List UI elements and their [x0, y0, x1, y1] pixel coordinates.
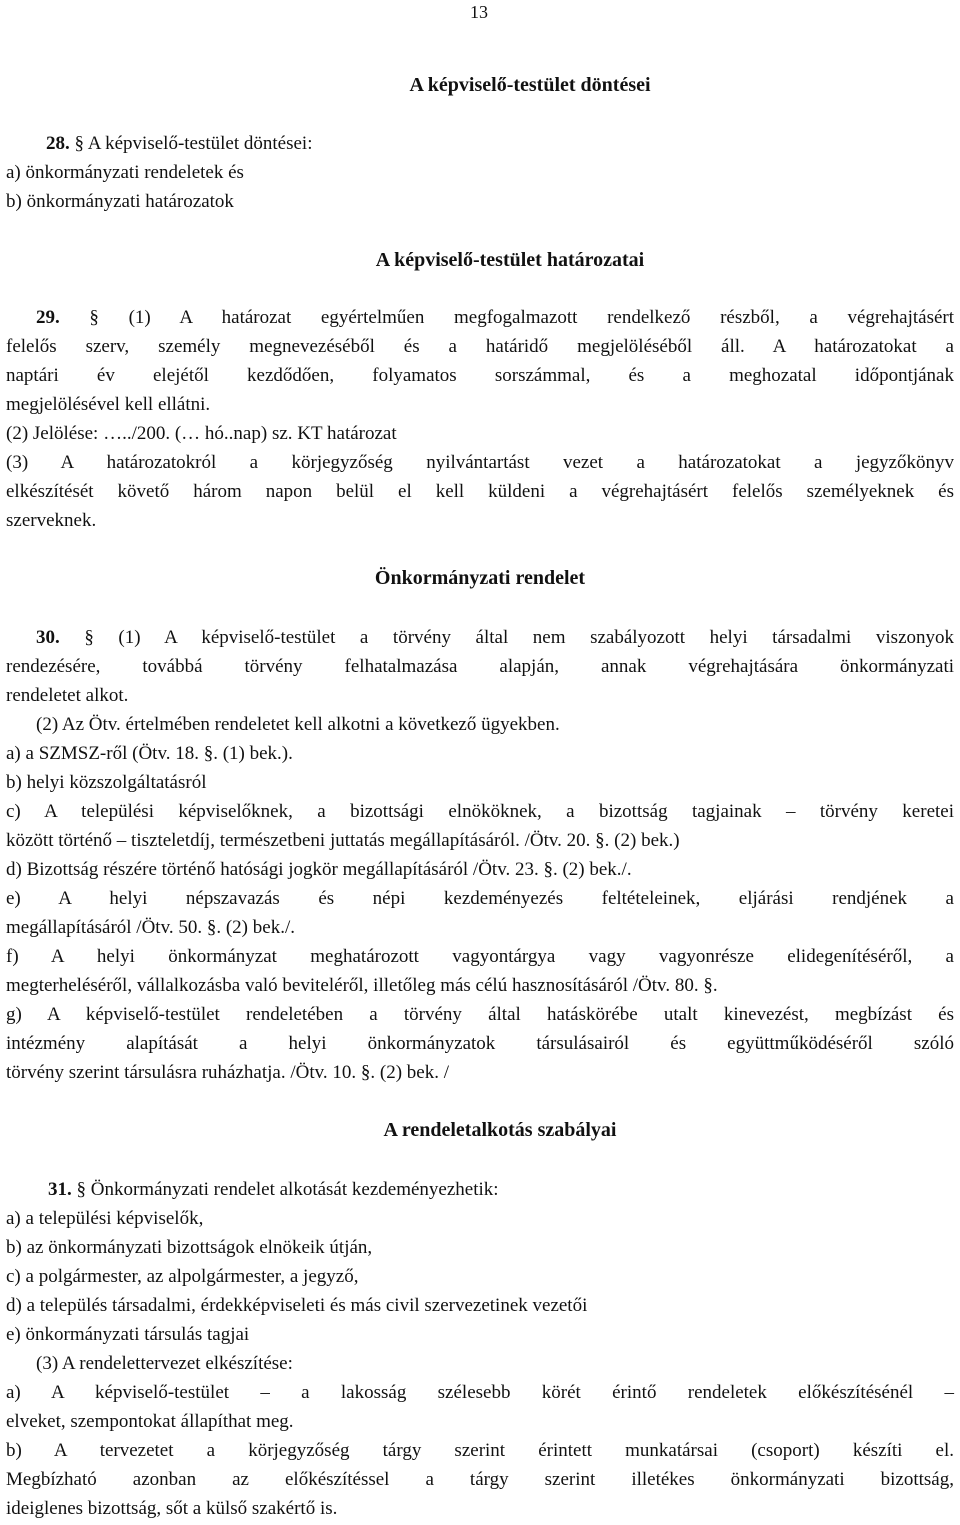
paragraph-29-line-7: elkészítését követő három napon belül el kell küldeni a végrehajtásért felelős személyeknek és [6, 481, 954, 502]
paragraph-number: 28. [46, 133, 70, 154]
list-item-b-line-2: Megbízható azonban az előkészítéssel a tárgy szerint illetékes önkormányzati bizottság, [6, 1469, 954, 1490]
section-title-municipal-decree: Önkormányzati rendelet [374, 567, 586, 589]
section-sign: § [84, 627, 94, 648]
list-item-a: a) a SZMSZ-ről (Ötv. 18. §. (1) bek.). [6, 743, 293, 764]
paragraph-31-heading [48, 1178, 960, 1202]
list-item-b-line-3: ideiglenes bizottság, sőt a külső szakértő is. [6, 1498, 338, 1519]
page-number: 13 [470, 2, 488, 22]
list-item-a-line-2: elveket, szempontokat állapíthat meg. [6, 1411, 294, 1432]
section-title-resolutions: A képviselő-testület határozatai [375, 249, 645, 271]
paragraph-number: 30. [36, 627, 60, 648]
list-item-g-line-2: intézmény alapítását a helyi önkormányzatok társulásairól és együttműködéséről szóló [6, 1033, 954, 1054]
paragraph-29-line-4: megjelölésével kell ellátni. [6, 394, 211, 415]
list-item-b: b) önkormányzati határozatok [6, 191, 234, 212]
list-item-c-line-1: c) A települési képviselőknek, a bizottsági elnököknek, a bizottság tagjainak – törvény keretei [6, 801, 954, 822]
paragraph-31-sub-3: (3) A rendelettervezet elkészítése: [36, 1353, 293, 1374]
list-item-c-line-2: között történő – tiszteletdíj, természetbeni juttatás megállapításáról. /Ötv. 20. §. (2) bek.) [6, 830, 680, 851]
paragraph-29-line-5: (2) Jelölése: …../200. (… hó..nap) sz. KT határozat [6, 423, 397, 444]
list-item-g-line-3: törvény szerint társulásra ruházhatja. /Ötv. 10. §. (2) bek. / [6, 1062, 450, 1083]
paragraph-number: 29. [36, 307, 60, 328]
paragraph-29-line-8: szerveknek. [6, 510, 97, 531]
paragraph-text: Önkormányzati rendelet alkotását kezdeményezhetik: [86, 1179, 499, 1200]
paragraph-text: A képviselő-testület döntései: [84, 133, 313, 154]
paragraph-text: (1) A határozat egyértelműen megfogalmazott rendelkező részből, a végrehajtásért [98, 307, 954, 328]
list-item-d: d) a település társadalmi, érdekképviseleti és más civil szervezetinek vezetői [6, 1295, 588, 1316]
paragraph-text: (1) A képviselő-testület a törvény által nem szabályozott helyi társadalmi viszonyok [93, 627, 954, 648]
paragraph-30-line-1 [36, 626, 954, 650]
list-item-c: c) a polgármester, az alpolgármester, a jegyző, [6, 1266, 359, 1287]
paragraph-28-heading [46, 132, 960, 156]
section-title-decisions: A képviselő-testület döntései [409, 74, 651, 96]
list-item-a: a) önkormányzati rendeletek és [6, 162, 244, 183]
paragraph-29-line-6: (3) A határozatokról a körjegyzőség nyilvántartást vezet a határozatokat a jegyzőkönyv [6, 452, 954, 473]
list-item-d: d) Bizottság részére történő hatósági jogkör megállapításáról /Ötv. 23. §. (2) bek./. [6, 859, 632, 880]
list-item-a: a) a települési képviselők, [6, 1208, 204, 1229]
section-title-decree-rules: A rendeletalkotás szabályai [383, 1119, 617, 1141]
section-sign: § [74, 133, 84, 154]
paragraph-29-line-2: felelős szerv, személy megnevezéséből és a határidő megjelöléséből áll. A határozatokat a [6, 336, 954, 357]
section-sign: § [76, 1179, 86, 1200]
section-sign: § [89, 307, 99, 328]
list-item-b: b) az önkormányzati bizottságok elnökeik útján, [6, 1237, 373, 1258]
list-item-g-line-1: g) A képviselő-testület rendeletében a törvény által hatáskörébe utalt kinevezést, megbízást és [6, 1004, 954, 1025]
paragraph-29-line-1 [36, 306, 954, 330]
paragraph-29-line-3: naptári év elejétől kezdődően, folyamatos sorszámmal, és a meghozatal időpontjának [6, 365, 954, 386]
paragraph-number: 31. [48, 1179, 72, 1200]
paragraph-30-line-4: (2) Az Ötv. értelmében rendeletet kell alkotni a következő ügyekben. [36, 714, 560, 735]
list-item-e-line-1: e) A helyi népszavazás és népi kezdeményezés feltételeinek, eljárási rendjének a [6, 888, 954, 909]
list-item-f-line-2: megterheléséről, vállalkozásba való beviteléről, illetőleg más célú hasznosításáról /Ötv. 80. §. [6, 975, 718, 996]
list-item-b: b) helyi közszolgáltatásról [6, 772, 207, 793]
list-item-f-line-1: f) A helyi önkormányzat meghatározott vagyontárgya vagy vagyonrésze elidegenítéséről, a [6, 946, 954, 967]
list-item-e-line-2: megállapításáról /Ötv. 50. §. (2) bek./. [6, 917, 295, 938]
paragraph-30-line-3: rendeletet alkot. [6, 685, 129, 706]
list-item-e: e) önkormányzati társulás tagjai [6, 1324, 250, 1345]
list-item-b-line-1: b) A tervezetet a körjegyzőség tárgy szerint érintett munkatársai (csoport) készíti el. [6, 1440, 954, 1461]
paragraph-30-line-2: rendezésére, továbbá törvény felhatalmazása alapján, annak végrehajtására önkormányzati [6, 656, 954, 677]
list-item-a-line-1: a) A képviselő-testület – a lakosság szélesebb körét érintő rendeletek előkészítésénél – [6, 1382, 954, 1403]
